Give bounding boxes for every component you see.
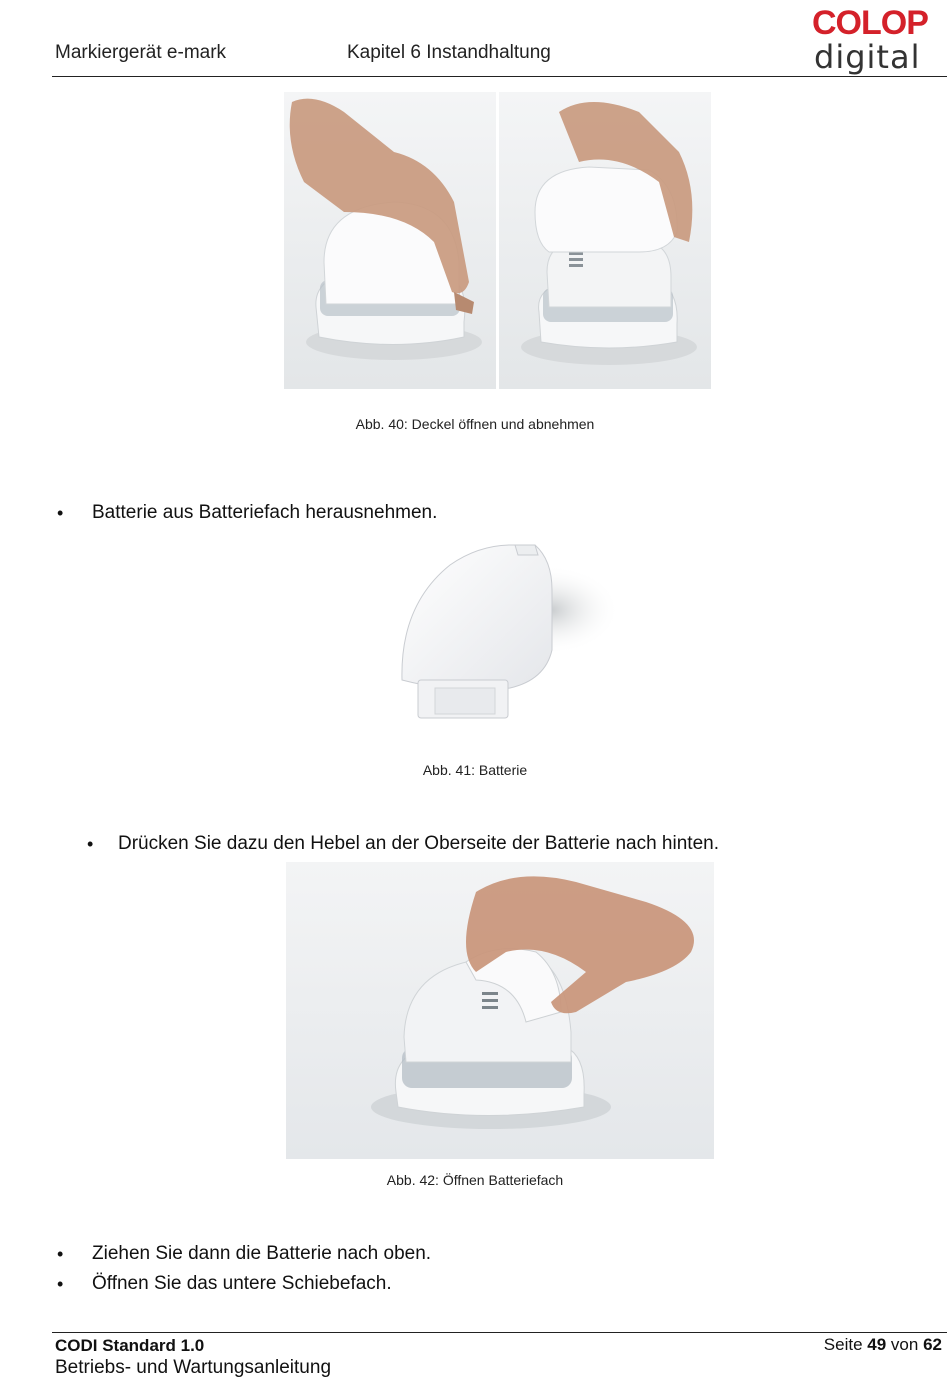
page-number: [824, 1335, 942, 1355]
bullet-marker: •: [87, 834, 94, 854]
figure-41-photo: [320, 530, 680, 750]
footer-doc-subtitle: Betriebs- und Wartungsanleitung: [55, 1357, 332, 1378]
bullet-text: Drücken Sie dazu den Hebel an der Oberseite der Batterie nach hinten.: [118, 833, 719, 854]
page-total: 62: [923, 1335, 942, 1354]
bullet-text: Öffnen Sie das untere Schiebefach.: [92, 1273, 392, 1294]
header-left: Markiergerät e-mark: [55, 42, 227, 63]
figure-41-caption: Abb. 41: Batterie: [422, 762, 528, 778]
page-sep: von: [890, 1335, 919, 1354]
bullet-text: Batterie aus Batteriefach herausnehmen.: [92, 502, 438, 523]
footer-doc-title: CODI Standard 1.0: [55, 1336, 205, 1355]
bullet-marker: •: [57, 503, 64, 523]
figure-40-photo-right: [499, 92, 711, 389]
colop-logo: [812, 4, 942, 76]
figure-40-caption: Abb. 40: Deckel öffnen und abnehmen: [355, 416, 595, 432]
bullet-marker: •: [57, 1274, 64, 1294]
logo-brand: COLOP: [812, 4, 928, 42]
figure-42-photo: [286, 862, 714, 1159]
page-current: 49: [867, 1335, 887, 1354]
footer-rule: [52, 1332, 947, 1333]
logo-sub: digital: [814, 38, 921, 76]
bullet-marker: •: [57, 1244, 64, 1264]
bullet-text: Ziehen Sie dann die Batterie nach oben.: [92, 1243, 432, 1264]
figure-40-photo-left: [284, 92, 496, 389]
page-prefix: Seite: [823, 1335, 863, 1354]
header-center: Kapitel 6 Instandhaltung: [347, 42, 551, 63]
header-rule: [52, 76, 947, 77]
figure-42-caption: Abb. 42: Öffnen Batteriefach: [386, 1172, 564, 1188]
